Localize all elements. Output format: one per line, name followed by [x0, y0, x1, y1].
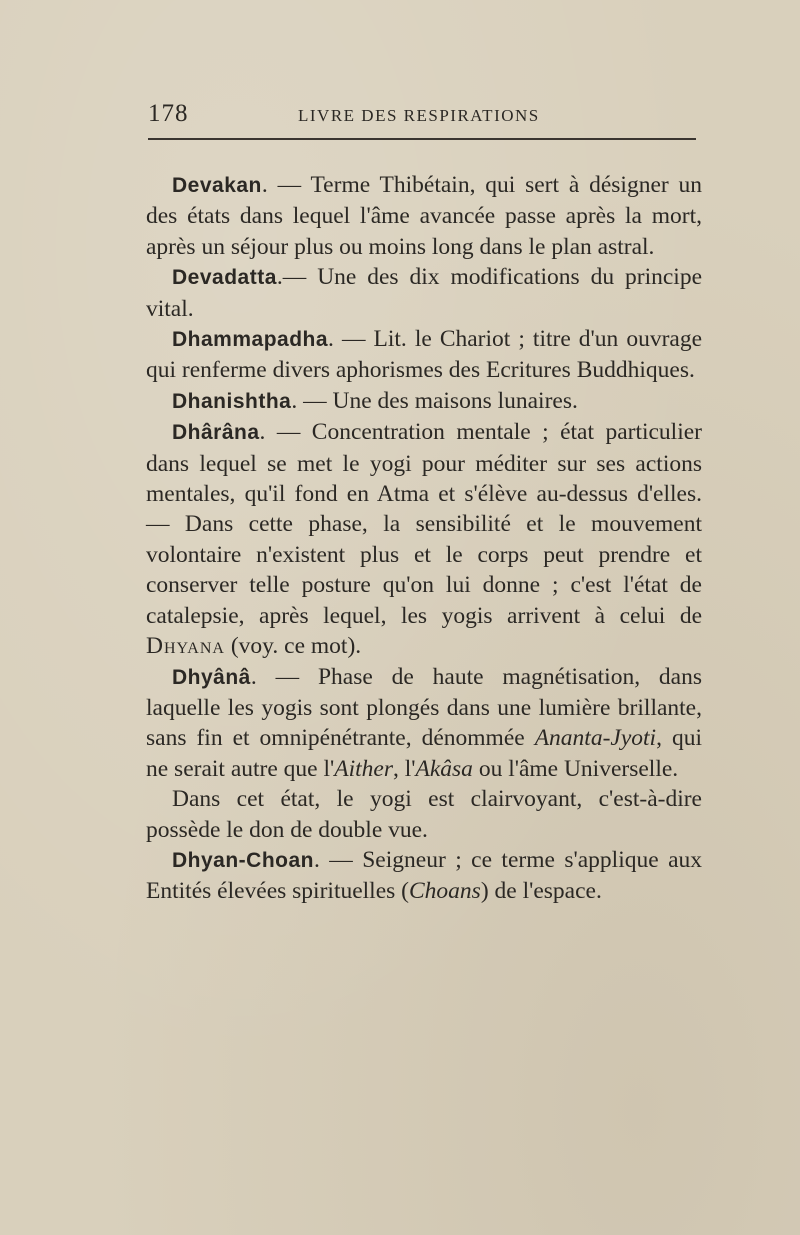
entry-dharana: Dhârâna. — Concentration mentale ; état particulier dans lequel se met le yogi pour méditer sur ses actions mentales, qu'il fond en Atma et s'élève au-dessus d'elles. — Dans cette phase, la sensibilité et le mouvement volontaire n'existent plus et le corps peut prendre et conserver telle posture qu'on lui donne ; c'est l'état de catalepsie, après lequel, les yogis arrivent à celui de Dhyana (voy. ce mot). — [146, 419, 702, 660]
entry-devakan: Devakan. — Terme Thibétain, qui sert à désigner un des états dans lequel l'âme avancée passe après la mort, après un séjour plus ou moins long dans le plan astral. — [146, 172, 703, 260]
entry-dhammapadha: Dhammapadha. — Lit. le Chariot ; titre d'un ouvrage qui renferme divers aphorismes des Ecritures Buddhiques. — [146, 326, 703, 384]
page-number: 178 — [148, 100, 189, 127]
italic-term: Ananta-Jyoti — [534, 725, 657, 752]
page-header — [148, 100, 696, 134]
entry-definition: Une des maisons lunaires. — [332, 387, 578, 414]
entry-definition: Dans cet état, le yogi est clairvoyant, c'est-à-dire possède le don de double vue. — [146, 786, 702, 843]
entry-term: Dhanishtha — [172, 389, 292, 413]
entry-definition: Concentration mentale ; état particulier dans lequel se met le yogi pour méditer sur ses actions mentales, qu'il fond en Atma et s'élève au-dessus d'elles. — Dans cette phase, la sensibilité et le mouvement volontaire n'existent plus et le corps peut prendre et conserver telle posture qu'on lui donne ; c'est l'état de catalepsie, après lequel, les yogis arrivent à celui de — [146, 419, 702, 629]
entry-dhyana: Dhyânâ. — Phase de haute magnétisation, dans laquelle les yogis sont plongés dans une lumière brillante, sans fin et omnipénétrante, dénommée Ananta-Jyoti, qui ne serait autre que l'Aither, l'Akâsa ou l'âme Universelle. — [146, 663, 703, 782]
italic-term: Akâsa — [415, 755, 473, 782]
italic-term: Choans — [409, 878, 481, 905]
cross-reference: Dhyana — [146, 633, 225, 660]
entry-dhanishtha: Dhanishtha. — Une des maisons lunaires. — [172, 387, 578, 414]
entry-dhyana-continued — [146, 784, 702, 845]
entry-term: Devakan — [172, 174, 262, 197]
entry-term: Devadatta — [172, 266, 277, 290]
entry-term: Dhyânâ — [172, 665, 251, 689]
glossary-text — [146, 170, 702, 907]
header-rule — [148, 138, 696, 140]
running-title: LIVRE DES RESPIRATIONS — [298, 106, 540, 125]
entry-term: Dhyan-Choan — [172, 848, 314, 872]
entry-term: Dhârâna — [172, 421, 260, 445]
entry-devadatta: Devadatta.— Une des dix modifications du principe vital. — [146, 264, 702, 322]
entry-definition: Phase de haute magnétisation, dans laquelle les yogis sont plongés dans une lumière brillante, sans fin et omnipénétrante, dénommée — [146, 663, 703, 752]
entry-definition: Une des dix modifications du principe vital. — [146, 264, 702, 322]
entry-term: Dhammapadha — [172, 328, 329, 352]
italic-term: Aither — [334, 755, 393, 782]
entry-definition: Seigneur ; ce terme s'applique aux Entités élevées spirituelles ( — [146, 846, 703, 905]
entry-definition: Terme Thibétain, qui sert à désigner un des états dans lequel l'âme avancée passe après la mort, après un séjour plus ou moins long dans le plan astral. — [146, 172, 703, 260]
entry-dhyan-choan: Dhyan-Choan. — Seigneur ; ce terme s'applique aux Entités élevées spirituelles (Choans) de l'espace. — [146, 846, 703, 905]
entry-definition: Lit. le Chariot ; titre d'un ouvrage qui renferme divers aphorismes des Ecritures Buddhiques. — [146, 326, 703, 384]
